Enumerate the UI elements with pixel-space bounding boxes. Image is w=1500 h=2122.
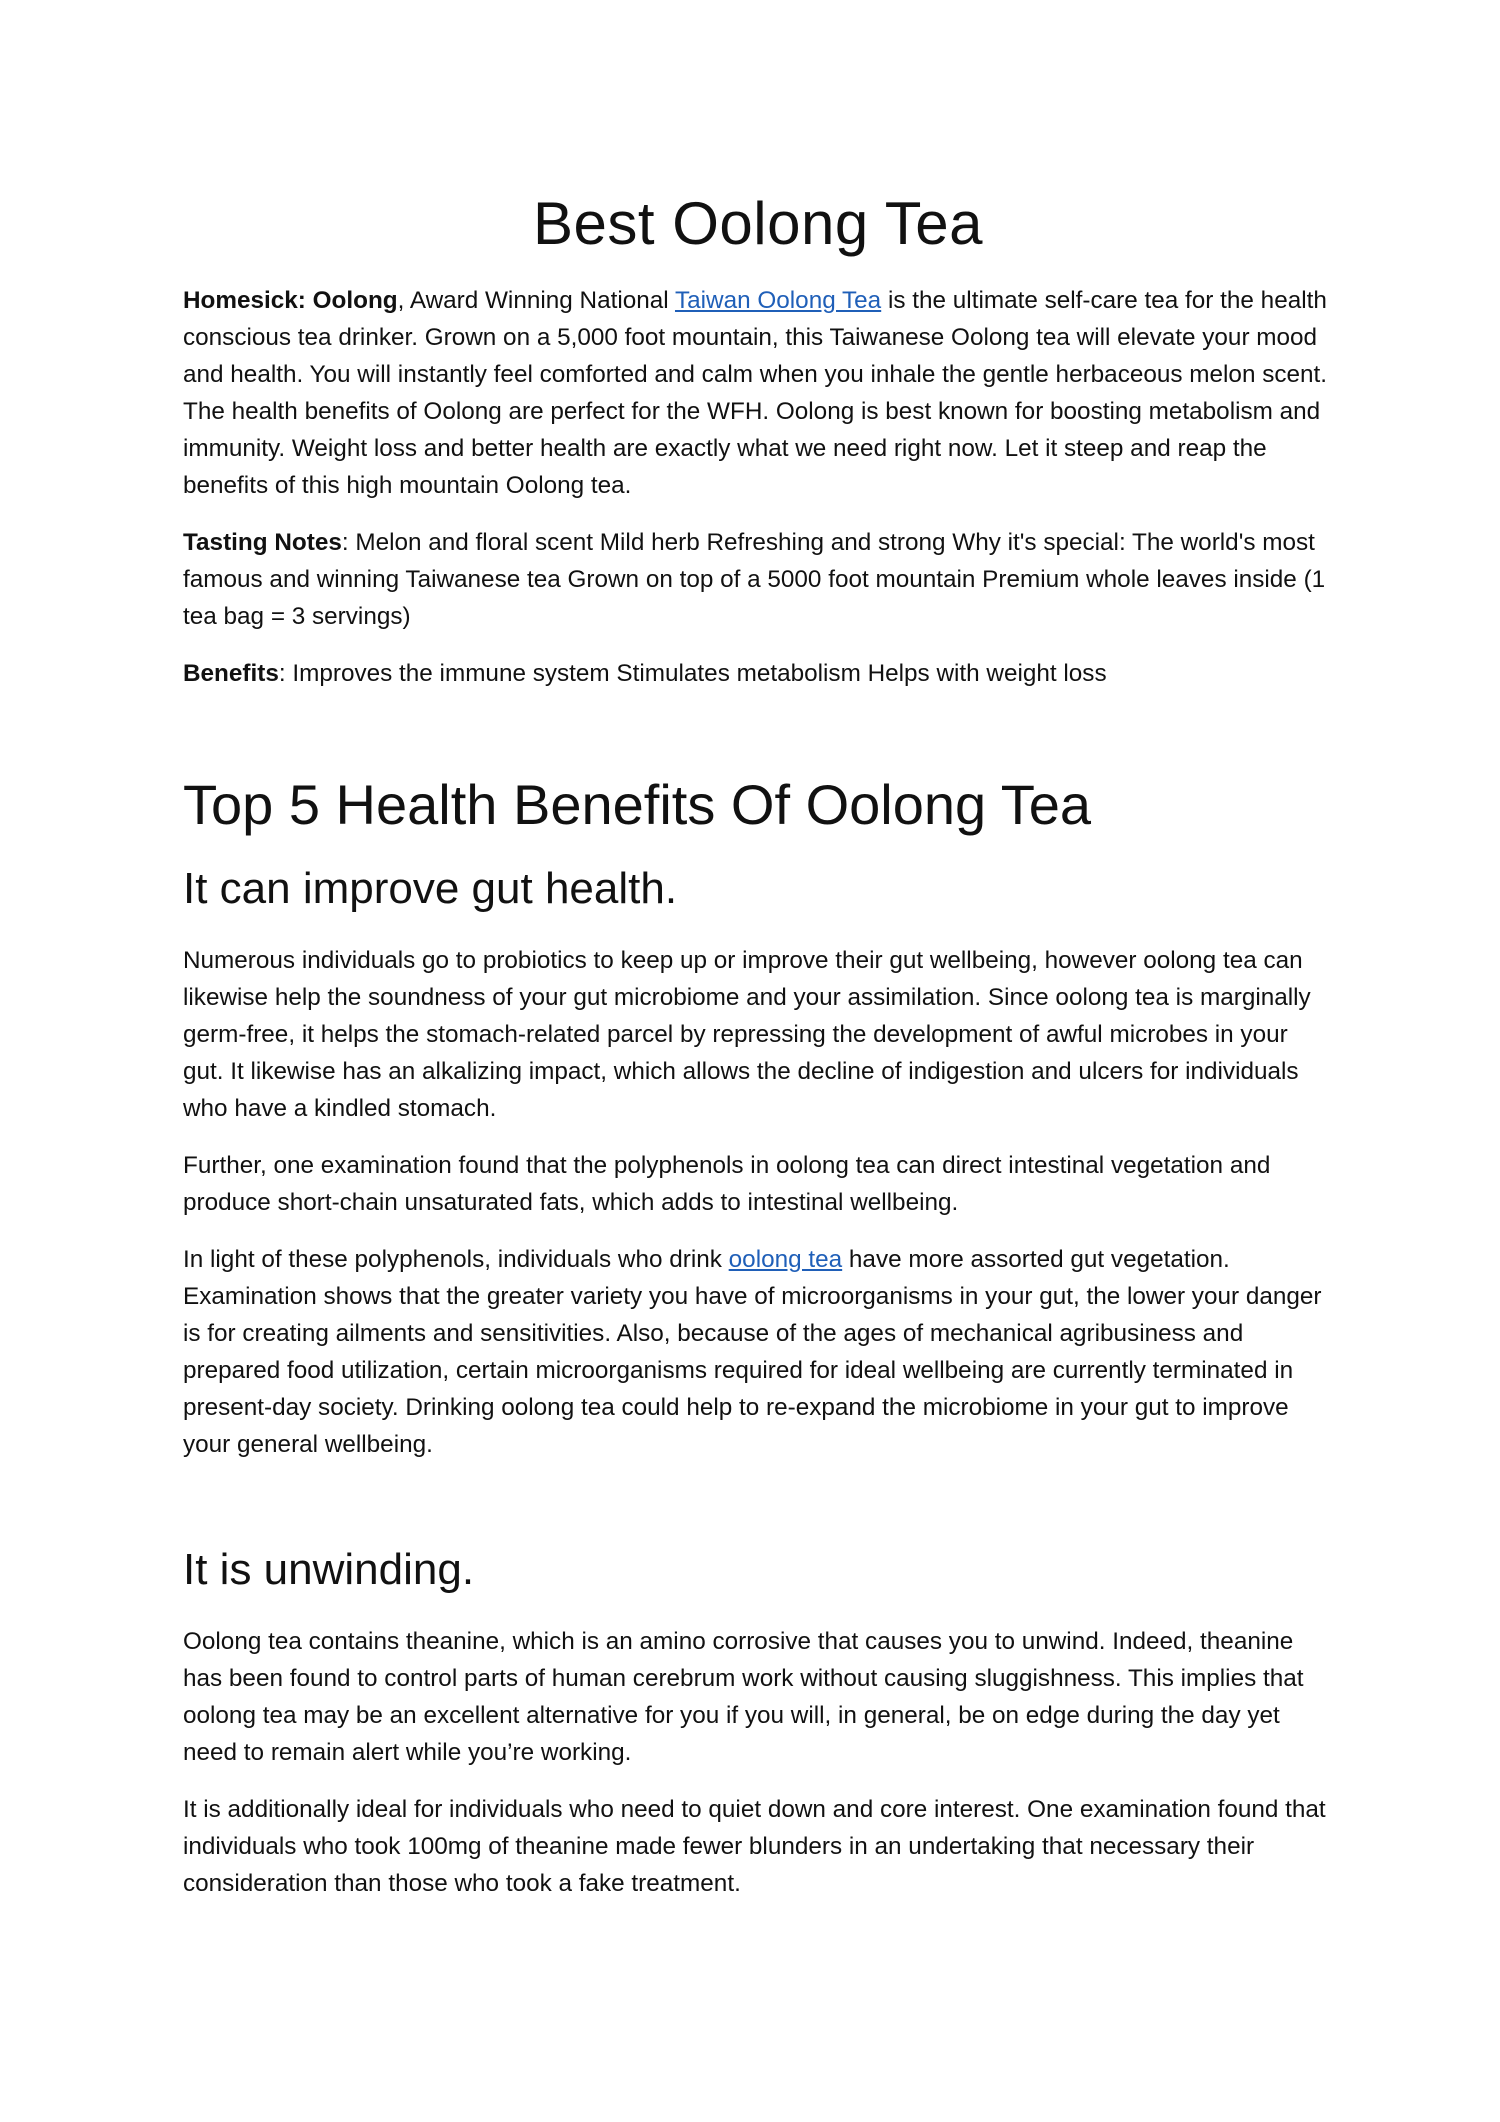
unwinding-paragraph-1: Oolong tea contains theanine, which is an amino corrosive that causes you to unwind. Indeed, theanine has been found to control parts of human cerebrum work without causing sluggishness. This implies that oolong tea may be an excellent alternative for you if you will, in general, be on edge during the day yet need to remain alert while you’re working. [183,1628,1304,1766]
tasting-notes-paragraph [183,524,1333,635]
section-heading: Top 5 Health Benefits Of Oolong Tea [183,773,1091,836]
intro-text-after-link: is the ultimate self-care tea for the health conscious tea drinker. Grown on a 5,000 foot mountain, this Taiwanese Oolong tea will elevate your mood and health. You will instantly feel comforted and calm when you inhale the gentle herbaceous melon scent. The health benefits of Oolong are perfect for the WFH. Oolong is best known for boosting metabolism and immunity. Weight loss and better health are exactly what we need right now. Let it steep and reap the benefits of this high mountain Oolong tea. [183,287,1328,499]
unwinding-paragraph-2: It is additionally ideal for individuals who need to quiet down and core interest. One examination found that individuals who took 100mg of theanine made fewer blunders in an undertaking that necessary their consideration than those who took a fake treatment. [183,1796,1326,1897]
intro-paragraph [183,282,1333,504]
page-title: Best Oolong Tea [532,190,984,257]
intro-lead-bold: Homesick: Oolong [183,287,398,314]
tasting-notes-label: Tasting Notes [183,529,342,556]
gut-paragraph-3-after-link: have more assorted gut vegetation. Examination shows that the greater variety you have of microorganisms in your gut, the lower your danger is for creating ailments and sensitivities. Also, because of the ages of mechanical agribusiness and prepared food utilization, certain microorganisms required for ideal wellbeing are currently terminated in present-day society. Drinking oolong tea could help to re-expand the microbiome in your gut to improve your general wellbeing. [183,1246,1322,1458]
gut-health-heading: It can improve gut health. [183,864,678,913]
unwinding-heading: It is unwinding. [183,1545,475,1594]
benefits-text: : Improves the immune system Stimulates metabolism Helps with weight loss [278,660,1107,687]
taiwan-oolong-tea-link[interactable]: Taiwan Oolong Tea [674,287,882,314]
benefits-label: Benefits [183,660,279,687]
gut-paragraph-2: Further, one examination found that the polyphenols in oolong tea can direct intestinal vegetation and produce short-chain unsaturated fats, which adds to intestinal wellbeing. [183,1152,1271,1216]
intro-text-before-link: , Award Winning National [397,287,675,314]
benefits-paragraph [183,655,1333,692]
gut-paragraph-3 [183,1241,1333,1463]
document-body [183,180,1333,1902]
tasting-notes-text: : Melon and floral scent Mild herb Refreshing and strong Why it's special: The world's most famous and winning Taiwanese tea Grown on top of a 5000 foot mountain Premium whole leaves inside (1 tea bag = 3 servings) [183,529,1326,630]
gut-paragraph-3-before-link: In light of these polyphenols, individuals who drink [183,1246,729,1273]
oolong-tea-link[interactable]: oolong tea [728,1246,843,1273]
gut-paragraph-1: Numerous individuals go to probiotics to keep up or improve their gut wellbeing, however oolong tea can likewise help the soundness of your gut microbiome and your assimilation. Since oolong tea is marginally germ-free, it helps the stomach-related parcel by repressing the development of awful microbes in your gut. It likewise has an alkalizing impact, which allows the decline of indigestion and ulcers for individuals who have a kindled stomach. [183,947,1311,1122]
